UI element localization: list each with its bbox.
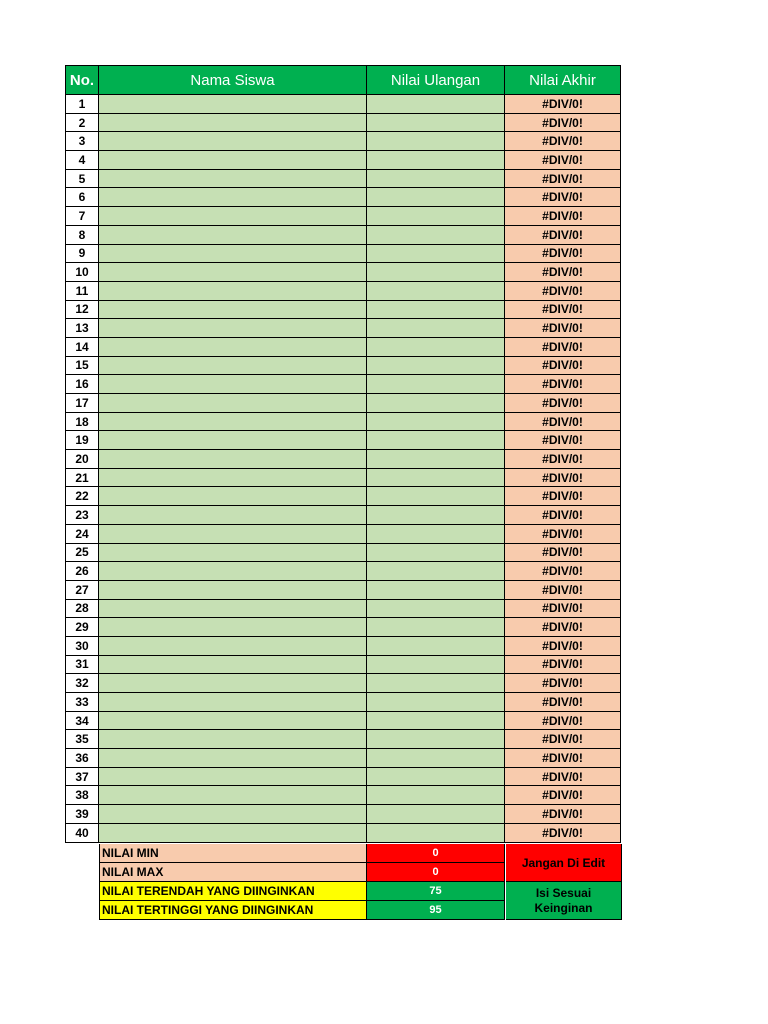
cell-nilai-ulangan[interactable] bbox=[367, 768, 505, 787]
cell-nilai-ulangan[interactable] bbox=[367, 357, 505, 376]
cell-no[interactable]: 7 bbox=[65, 207, 99, 226]
cell-no[interactable]: 20 bbox=[65, 450, 99, 469]
cell-nilai-ulangan[interactable] bbox=[367, 188, 505, 207]
cell-nilai-ulangan[interactable] bbox=[367, 338, 505, 357]
cell-nilai-ulangan[interactable] bbox=[367, 805, 505, 824]
cell-nilai-ulangan[interactable] bbox=[367, 413, 505, 432]
nilai-min-value[interactable]: 0 bbox=[367, 844, 505, 863]
table-row bbox=[65, 114, 621, 133]
header-nama-siswa[interactable]: Nama Siswa bbox=[99, 65, 367, 95]
cell-no[interactable]: 34 bbox=[65, 712, 99, 731]
cell-nilai-akhir[interactable]: #DIV/0! bbox=[505, 301, 621, 320]
header-no[interactable]: No. bbox=[65, 65, 99, 95]
cell-nilai-akhir[interactable]: #DIV/0! bbox=[505, 450, 621, 469]
cell-nilai-akhir[interactable]: #DIV/0! bbox=[505, 413, 621, 432]
cell-nama-siswa[interactable] bbox=[99, 245, 367, 264]
table-row bbox=[65, 431, 621, 450]
cell-nilai-akhir[interactable]: #DIV/0! bbox=[505, 544, 621, 563]
cell-nama-siswa[interactable] bbox=[99, 375, 367, 394]
cell-nilai-akhir[interactable]: #DIV/0! bbox=[505, 786, 621, 805]
table-row bbox=[65, 469, 621, 488]
cell-no[interactable]: 4 bbox=[65, 151, 99, 170]
cell-nilai-akhir[interactable]: #DIV/0! bbox=[505, 431, 621, 450]
cell-no[interactable]: 1 bbox=[65, 95, 99, 114]
cell-nilai-ulangan[interactable] bbox=[367, 600, 505, 619]
table-row bbox=[65, 805, 621, 824]
table-row bbox=[65, 712, 621, 731]
cell-nilai-akhir[interactable]: #DIV/0! bbox=[505, 207, 621, 226]
cell-nama-siswa[interactable] bbox=[99, 805, 367, 824]
table-row bbox=[65, 562, 621, 581]
nilai-terendah-value[interactable]: 75 bbox=[367, 882, 505, 901]
cell-nilai-akhir[interactable]: #DIV/0! bbox=[505, 375, 621, 394]
table-row bbox=[65, 319, 621, 338]
cell-nama-siswa[interactable] bbox=[99, 674, 367, 693]
cell-no[interactable]: 15 bbox=[65, 357, 99, 376]
cell-no[interactable]: 9 bbox=[65, 245, 99, 264]
summary-block bbox=[65, 844, 505, 920]
table-row bbox=[65, 245, 621, 264]
cell-nilai-ulangan[interactable] bbox=[367, 114, 505, 133]
cell-nilai-ulangan[interactable] bbox=[367, 525, 505, 544]
cell-no[interactable]: 12 bbox=[65, 301, 99, 320]
cell-nilai-akhir[interactable]: #DIV/0! bbox=[505, 245, 621, 264]
cell-no[interactable]: 31 bbox=[65, 656, 99, 675]
table-row bbox=[65, 487, 621, 506]
cell-nama-siswa[interactable] bbox=[99, 637, 367, 656]
cell-nilai-ulangan[interactable] bbox=[367, 132, 505, 151]
cell-nilai-ulangan[interactable] bbox=[367, 487, 505, 506]
cell-nilai-ulangan[interactable] bbox=[367, 375, 505, 394]
cell-nama-siswa[interactable] bbox=[99, 170, 367, 189]
cell-nilai-ulangan[interactable] bbox=[367, 469, 505, 488]
cell-nilai-ulangan[interactable] bbox=[367, 170, 505, 189]
cell-nama-siswa[interactable] bbox=[99, 618, 367, 637]
cell-nilai-akhir[interactable]: #DIV/0! bbox=[505, 319, 621, 338]
note-isi-sesuai-keinginan[interactable]: Isi Sesuai Keinginan bbox=[506, 882, 622, 920]
cell-no[interactable]: 32 bbox=[65, 674, 99, 693]
cell-nama-siswa[interactable] bbox=[99, 357, 367, 376]
cell-nama-siswa[interactable] bbox=[99, 786, 367, 805]
nilai-max-value[interactable]: 0 bbox=[367, 863, 505, 882]
note-jangan-di-edit[interactable]: Jangan Di Edit bbox=[506, 844, 622, 882]
cell-nilai-ulangan[interactable] bbox=[367, 450, 505, 469]
cell-nama-siswa[interactable] bbox=[99, 693, 367, 712]
cell-nilai-akhir[interactable]: #DIV/0! bbox=[505, 600, 621, 619]
cell-nilai-akhir[interactable]: #DIV/0! bbox=[505, 693, 621, 712]
header-nilai-akhir[interactable]: Nilai Akhir bbox=[505, 65, 621, 95]
cell-no[interactable]: 3 bbox=[65, 132, 99, 151]
cell-no[interactable]: 11 bbox=[65, 282, 99, 301]
cell-nilai-akhir[interactable]: #DIV/0! bbox=[505, 656, 621, 675]
table-row bbox=[65, 357, 621, 376]
cell-nilai-akhir[interactable]: #DIV/0! bbox=[505, 562, 621, 581]
cell-nilai-ulangan[interactable] bbox=[367, 693, 505, 712]
table-row bbox=[65, 282, 621, 301]
cell-nilai-akhir[interactable]: #DIV/0! bbox=[505, 581, 621, 600]
cell-no[interactable]: 5 bbox=[65, 170, 99, 189]
cell-nilai-akhir[interactable]: #DIV/0! bbox=[505, 674, 621, 693]
table-row bbox=[65, 749, 621, 768]
nilai-tertinggi-value[interactable]: 95 bbox=[367, 901, 505, 920]
spacer bbox=[65, 863, 99, 882]
cell-no[interactable]: 13 bbox=[65, 319, 99, 338]
cell-nilai-ulangan[interactable] bbox=[367, 301, 505, 320]
table-row bbox=[65, 656, 621, 675]
cell-no[interactable]: 33 bbox=[65, 693, 99, 712]
cell-nama-siswa[interactable] bbox=[99, 656, 367, 675]
cell-nilai-ulangan[interactable] bbox=[367, 226, 505, 245]
summary-row-low bbox=[65, 882, 505, 901]
cell-no[interactable]: 39 bbox=[65, 805, 99, 824]
table-row bbox=[65, 786, 621, 805]
cell-nilai-ulangan[interactable] bbox=[367, 207, 505, 226]
cell-nilai-akhir[interactable]: #DIV/0! bbox=[505, 95, 621, 114]
summary-row-max bbox=[65, 863, 505, 882]
table-row bbox=[65, 730, 621, 749]
cell-nilai-akhir[interactable]: #DIV/0! bbox=[505, 338, 621, 357]
cell-nama-siswa[interactable] bbox=[99, 824, 367, 843]
cell-nilai-akhir[interactable]: #DIV/0! bbox=[505, 824, 621, 843]
cell-nama-siswa[interactable] bbox=[99, 413, 367, 432]
cell-nilai-ulangan[interactable] bbox=[367, 730, 505, 749]
cell-nilai-ulangan[interactable] bbox=[367, 431, 505, 450]
cell-no[interactable]: 14 bbox=[65, 338, 99, 357]
summary-row-min bbox=[65, 844, 505, 863]
cell-nama-siswa[interactable] bbox=[99, 301, 367, 320]
table-row bbox=[65, 768, 621, 787]
cell-no[interactable]: 18 bbox=[65, 413, 99, 432]
nilai-tertinggi-label[interactable]: NILAI TERTINGGI YANG DIINGINKAN bbox=[99, 901, 367, 920]
table-row bbox=[65, 226, 621, 245]
cell-nilai-akhir[interactable]: #DIV/0! bbox=[505, 637, 621, 656]
cell-nilai-akhir[interactable]: #DIV/0! bbox=[505, 768, 621, 787]
cell-nilai-ulangan[interactable] bbox=[367, 151, 505, 170]
table-row bbox=[65, 413, 621, 432]
cell-nama-siswa[interactable] bbox=[99, 562, 367, 581]
cell-nama-siswa[interactable] bbox=[99, 95, 367, 114]
cell-nilai-ulangan[interactable] bbox=[367, 95, 505, 114]
table-row bbox=[65, 824, 621, 843]
cell-no[interactable]: 10 bbox=[65, 263, 99, 282]
table-row bbox=[65, 151, 621, 170]
cell-no[interactable]: 30 bbox=[65, 637, 99, 656]
cell-nama-siswa[interactable] bbox=[99, 114, 367, 133]
table-row bbox=[65, 581, 621, 600]
cell-nama-siswa[interactable] bbox=[99, 450, 367, 469]
cell-nilai-akhir[interactable]: #DIV/0! bbox=[505, 151, 621, 170]
cell-nama-siswa[interactable] bbox=[99, 600, 367, 619]
cell-nama-siswa[interactable] bbox=[99, 282, 367, 301]
cell-nilai-akhir[interactable]: #DIV/0! bbox=[505, 188, 621, 207]
cell-nilai-akhir[interactable]: #DIV/0! bbox=[505, 525, 621, 544]
table-row bbox=[65, 693, 621, 712]
spacer bbox=[65, 844, 99, 863]
table-row bbox=[65, 188, 621, 207]
cell-nilai-ulangan[interactable] bbox=[367, 245, 505, 264]
cell-nilai-ulangan[interactable] bbox=[367, 712, 505, 731]
cell-nilai-ulangan[interactable] bbox=[367, 319, 505, 338]
cell-nilai-ulangan[interactable] bbox=[367, 506, 505, 525]
spacer bbox=[65, 882, 99, 901]
cell-nilai-ulangan[interactable] bbox=[367, 656, 505, 675]
cell-nilai-akhir[interactable]: #DIV/0! bbox=[505, 357, 621, 376]
cell-nilai-akhir[interactable]: #DIV/0! bbox=[505, 712, 621, 731]
table-row bbox=[65, 450, 621, 469]
cell-nilai-ulangan[interactable] bbox=[367, 263, 505, 282]
cell-nilai-akhir[interactable]: #DIV/0! bbox=[505, 469, 621, 488]
table-row bbox=[65, 301, 621, 320]
cell-nilai-ulangan[interactable] bbox=[367, 824, 505, 843]
cell-nilai-akhir[interactable]: #DIV/0! bbox=[505, 263, 621, 282]
cell-nilai-akhir[interactable]: #DIV/0! bbox=[505, 730, 621, 749]
cell-nama-siswa[interactable] bbox=[99, 712, 367, 731]
table-row bbox=[65, 637, 621, 656]
cell-no[interactable]: 2 bbox=[65, 114, 99, 133]
cell-nama-siswa[interactable] bbox=[99, 730, 367, 749]
cell-nilai-akhir[interactable]: #DIV/0! bbox=[505, 132, 621, 151]
cell-no[interactable]: 16 bbox=[65, 375, 99, 394]
cell-nama-siswa[interactable] bbox=[99, 132, 367, 151]
cell-nilai-akhir[interactable]: #DIV/0! bbox=[505, 282, 621, 301]
table-body bbox=[65, 95, 621, 843]
cell-no[interactable]: 36 bbox=[65, 749, 99, 768]
cell-nilai-ulangan[interactable] bbox=[367, 674, 505, 693]
cell-nama-siswa[interactable] bbox=[99, 226, 367, 245]
cell-nama-siswa[interactable] bbox=[99, 525, 367, 544]
grade-table bbox=[65, 65, 621, 843]
summary-row-high bbox=[65, 901, 505, 920]
cell-no[interactable]: 22 bbox=[65, 487, 99, 506]
table-row bbox=[65, 170, 621, 189]
cell-nilai-akhir[interactable]: #DIV/0! bbox=[505, 394, 621, 413]
cell-nilai-akhir[interactable]: #DIV/0! bbox=[505, 805, 621, 824]
table-row bbox=[65, 506, 621, 525]
cell-no[interactable]: 40 bbox=[65, 824, 99, 843]
cell-no[interactable]: 28 bbox=[65, 600, 99, 619]
cell-nama-siswa[interactable] bbox=[99, 338, 367, 357]
nilai-terendah-label[interactable]: NILAI TERENDAH YANG DIINGINKAN bbox=[99, 882, 367, 901]
cell-nilai-akhir[interactable]: #DIV/0! bbox=[505, 114, 621, 133]
cell-nilai-akhir[interactable]: #DIV/0! bbox=[505, 170, 621, 189]
cell-no[interactable]: 35 bbox=[65, 730, 99, 749]
table-row bbox=[65, 600, 621, 619]
cell-nilai-akhir[interactable]: #DIV/0! bbox=[505, 506, 621, 525]
cell-nilai-ulangan[interactable] bbox=[367, 544, 505, 563]
table-row bbox=[65, 132, 621, 151]
cell-no[interactable]: 21 bbox=[65, 469, 99, 488]
cell-no[interactable]: 37 bbox=[65, 768, 99, 787]
cell-nama-siswa[interactable] bbox=[99, 469, 367, 488]
cell-nilai-ulangan[interactable] bbox=[367, 562, 505, 581]
table-row bbox=[65, 207, 621, 226]
cell-no[interactable]: 38 bbox=[65, 786, 99, 805]
nilai-min-label[interactable]: NILAI MIN bbox=[99, 844, 367, 863]
cell-no[interactable]: 8 bbox=[65, 226, 99, 245]
header-nilai-ulangan[interactable]: Nilai Ulangan bbox=[367, 65, 505, 95]
cell-no[interactable]: 19 bbox=[65, 431, 99, 450]
cell-nama-siswa[interactable] bbox=[99, 188, 367, 207]
table-row bbox=[65, 544, 621, 563]
cell-nilai-ulangan[interactable] bbox=[367, 786, 505, 805]
table-row bbox=[65, 375, 621, 394]
cell-nilai-ulangan[interactable] bbox=[367, 581, 505, 600]
cell-nilai-ulangan[interactable] bbox=[367, 394, 505, 413]
cell-nama-siswa[interactable] bbox=[99, 263, 367, 282]
cell-no[interactable]: 29 bbox=[65, 618, 99, 637]
table-row bbox=[65, 618, 621, 637]
cell-nilai-akhir[interactable]: #DIV/0! bbox=[505, 618, 621, 637]
cell-nama-siswa[interactable] bbox=[99, 151, 367, 170]
nilai-max-label[interactable]: NILAI MAX bbox=[99, 863, 367, 882]
cell-nilai-akhir[interactable]: #DIV/0! bbox=[505, 487, 621, 506]
cell-nilai-ulangan[interactable] bbox=[367, 749, 505, 768]
cell-nilai-ulangan[interactable] bbox=[367, 282, 505, 301]
cell-nama-siswa[interactable] bbox=[99, 431, 367, 450]
cell-nama-siswa[interactable] bbox=[99, 544, 367, 563]
cell-no[interactable]: 27 bbox=[65, 581, 99, 600]
cell-nilai-akhir[interactable]: #DIV/0! bbox=[505, 226, 621, 245]
cell-nilai-ulangan[interactable] bbox=[367, 637, 505, 656]
table-row bbox=[65, 95, 621, 114]
cell-nama-siswa[interactable] bbox=[99, 207, 367, 226]
header-row bbox=[65, 65, 621, 95]
table-row bbox=[65, 394, 621, 413]
spacer bbox=[65, 901, 99, 920]
table-row bbox=[65, 674, 621, 693]
table-row bbox=[65, 525, 621, 544]
cell-nama-siswa[interactable] bbox=[99, 581, 367, 600]
cell-nilai-akhir[interactable]: #DIV/0! bbox=[505, 749, 621, 768]
cell-no[interactable]: 24 bbox=[65, 525, 99, 544]
cell-no[interactable]: 23 bbox=[65, 506, 99, 525]
cell-nilai-ulangan[interactable] bbox=[367, 618, 505, 637]
cell-no[interactable]: 6 bbox=[65, 188, 99, 207]
cell-no[interactable]: 26 bbox=[65, 562, 99, 581]
cell-nama-siswa[interactable] bbox=[99, 319, 367, 338]
table-row bbox=[65, 263, 621, 282]
cell-nama-siswa[interactable] bbox=[99, 506, 367, 525]
cell-nama-siswa[interactable] bbox=[99, 749, 367, 768]
cell-no[interactable]: 17 bbox=[65, 394, 99, 413]
cell-nama-siswa[interactable] bbox=[99, 394, 367, 413]
cell-nama-siswa[interactable] bbox=[99, 487, 367, 506]
table-row bbox=[65, 338, 621, 357]
cell-nama-siswa[interactable] bbox=[99, 768, 367, 787]
cell-no[interactable]: 25 bbox=[65, 544, 99, 563]
